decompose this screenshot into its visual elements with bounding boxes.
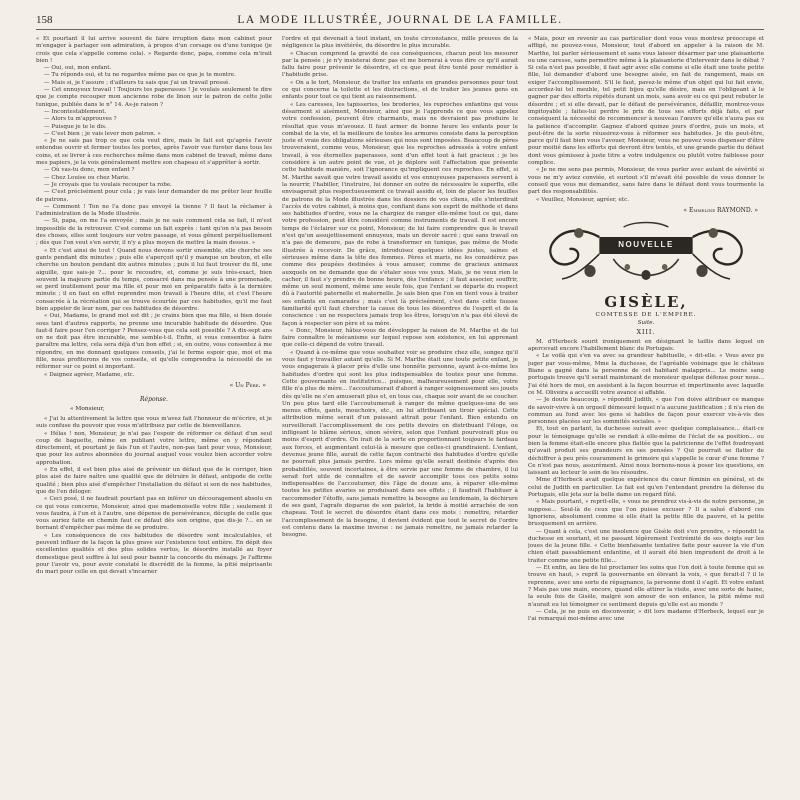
paragraph: « Daignez agréer, Madame, etc. bbox=[44, 371, 135, 378]
paragraph: « Je ne me sens pas permis, Monsieur, de vous parler avec autant de sévérité si vous ne m'y aviez conviée, et surtout s'il m'avait été possible de vous donner le conseil que vous me demandez, sans faire dans le défaut dont vous tourmente la part des responsabilités. bbox=[528, 167, 764, 196]
paragraph: « Ceci posé, il ne faudrait pourtant pas en inférer un découragement absolu en ce qui vous concerne, Monsieur, ainsi que mademoiselle votre fille ; seulement il vous faudra, à l'un et à l'autre, une dépense de persévérance, décuple de celle que vous auriez faite en chemin faut ce défaut dès son origine, que dis-je ?... en se bornant d'empêcher pas même de se produire. bbox=[36, 496, 272, 532]
paragraph: — Chez Louise ou chez Marie. bbox=[44, 174, 130, 181]
paragraph: — Incontestablement. bbox=[44, 108, 107, 115]
reply-title: Réponse. bbox=[140, 395, 168, 403]
paragraph: — Et enfin, au lieu de lui proclamer les soins que l'on doit à toute femme qui se trouve en haut, » reprit la gouvernante en élevant la voix, « que ferait-il ? il le reprenne, avec une sorte de répugnance, la personne dont il s'agit. Et votre enfant ? Mais pas une main, encore, quand elle attirer la visite, avec une sorte de haine, la seule fois de Gisèle, malgré son amour de son enfance, la pitié même nul n'aurait eu lui témoigner ce sentiment depuis qu'elle est au monde ? bbox=[528, 565, 764, 608]
paragraph: « Et pourtant il lui arrive souvent de faire irruption dans mon cabinet pour m'engager à partager son admiration, à propos d'un corsage ou d'une tunique (je crois que cela s'appelle comme cela). » Regarde donc, papa, comme cela m'irait bien ! bbox=[36, 36, 272, 64]
ornament-scroll-icon bbox=[534, 219, 758, 289]
paragraph: « Les caresses, les tapisseries, les broderies, les reproches enfantins qui vous désarment si aisément, Monsieur, ainsi que je l'apprends ce que vous appelez votre confession, peuvent être charmants, mais ne devraient pas produire le résultat que vous m'avouez. Il faut armer de bonne heure les enfants pour le combat de la vie, et la meilleure de toutes les armures consiste dans la perception juste et vraie des obligations sérieuses qui nous sont imposées. Beaucoup de pères trouveraient, comme vous, Monsieur, que les reproches adressés à votre enfant travail, à vos éternelles paperasses, sont d'un effet tout à fait gracieux ; je les considère à un autre point de vue, et je déplore soit l'affectation que présente cette habitude manière, soit l'ignorance qu'impliquent ces reproches. En effet, si M. Marthe savait que votre travail assidu et vos ennuyeuses paperasses servent à la nourrir, l'habiller, l'instruire, lui donner en outre de nécessaire le superflu, elle envisagerait plus respectueusement ce travail assidu et, loin de placer les feuilles de patrons de la Mode illustrée dans les dossiers de vos cliens, elle s'interdirait l'accès de votre cabinet, à moins que, confiant dans son esprit de méthode et dans ses habitudes d'ordre, vous ne la chargiez de ranger elle-même tout ce qui, dans votre profession, peut être considéré comme instruments de travail. Il est encore temps de l'éclairer sur ce point, Monsieur, de lui faire comprendre que le travail n'est qu'un assujettissement ennuyeux, mais un devoir sacré ; que sans travail on n'a pas de demeure, pas de robe à transformer en tunique, pas même de Mode illustrée à recevoir. De grâce, introduisez quelques idées justes, saines et sérieuses même dans la tête des femmes. Pères et maris, ne les considérez pas comme des poupées destinées à vous amuser, comme de gracieux animaux auxquels on ne demande que de s'étaler sous vos yeux. Mais, je ne veux rien le cacher, il faut s'y prendre de bonne heure, dès l'enfance ; il faut associer, souffrir, même un seul moment, même une seule fois, que l'enfant se départe du respect dû à l'autorité paternelle et maternelle. Je sais bien que l'on en tient vous à traiter ses enfants en camarades ; mais c'est là précisément, c'est dans cette fausse familiarité qu'il faut chercher la cause de tous les désordres de l'esprit et de la conscience : un ne respectera jamais trop les êtres, lorsqu'on n'a pas été élevé de façon à respecter son père et sa mère. bbox=[282, 101, 518, 327]
paragraph: — Cet ennuyeux travail ! Toujours tes paperasses ! Je voulais seulement te dire que je compte recouper mon ancienne robe de linon sur le patron de cette jolie tunique, publiée dans le n° 14. As-je raison ? bbox=[36, 87, 272, 108]
paragraph: « Mais pourtant, » reprit-elle, « vous ne prendrez vis-à-vis de notre personne, je suppose... Seul-là de ceux que l'on puisse excuser ? Il a salué d'abord ces Ignoriens, absolument comme si elle était la petite fille du pauvre, et la petite brusquement en arrière. bbox=[528, 499, 764, 528]
paragraph: « Veuillez, Monsieur, agréer, etc. bbox=[536, 196, 629, 203]
paragraph: — Quant à cela, c'est une insolence que Gisèle doit s'en prendre, » répondit la duchesse en souriant, et ne passant légèrement l'extrémité de ses doigts sur les joues de la jeune fille. « Cette bienfaisante tentative faite pour sauver la vie d'un chien était passablement enfantine, et il aurait été bien imprudent de droit à le traiter comme une petite fille... bbox=[528, 528, 764, 564]
paragraph: — Comment ! Ton ne l'a donc pas envoyé la tienne ? Il faut la réclamer à l'administration de la Mode illustrée. bbox=[36, 203, 272, 218]
paragraph: M. d'Herbeck sourit ironiquement en désignant le taillis dans lequel on apercevait encore l'habillement blanc du Portugais. bbox=[528, 338, 764, 353]
paragraph: — Oui, oui, mon enfant. bbox=[44, 65, 112, 72]
paragraph: — Je croyais que tu voulais recouper ta robe. bbox=[44, 181, 172, 188]
paragraph: — C'est précisément pour cela ; je vais leur demander de me prêter leur feuille de patrons. bbox=[36, 189, 272, 203]
paragraph: « Oui, Madame, le grand mot est dit ; je crains bien que ma fille, si bien douée sous tant d'autres rapports, ne prenne une incurable habitude de désordre. Que faut-il faire pour l'en corriger ? Pensez-vous que cela soit possible ? A dix-sept ans on ne doit pas être incurable, me semble-t-il. Enfin, si vous consentez à faire paraître ma lettre, cela sera déjà d'un bon effet ; si, en outre, vous consentez à me répondre, en me donnant quelques conseils, j'ai le ferme espoir que, moi et ma fille, nous profiterons de vos conseils, et qu'elle comprendra la nécessité de se réformer sur ce point si important. bbox=[36, 313, 272, 371]
salutation: « Monsieur, bbox=[70, 405, 105, 412]
paragraph: « Les conséquences de ces habitudes de désordre sont incalculables, et peuvent influer de la façon la plus grave sur l'existence tout entière. En dépit des excellentes qualités et des plus solides vertus, le désordre installé au foyer domestique peut suffire à lui seul pour bannir la concorde du ménage. Je l'affirme pour l'avoir vu, pour avoir constaté le discrédit de la femme, la pitié méprisante du mari pour celle en qui devait s'incarner bbox=[36, 532, 272, 576]
ornament-label: NOUVELLE bbox=[618, 239, 674, 249]
paragraph: Mme d'Herbeck avait quelque expérience du cœur féminin en général, et de celui de Judith en particulier. Le fait est qu'en l'entendant prendre la défense du Portugais, elle jeta sur la belle dame un regard fûté. bbox=[528, 477, 764, 499]
story-note: Suite. bbox=[637, 319, 655, 326]
paragraph: — Je doute beaucoup, » répondit Judith, « que l'on doive attribuer ce manque de savoir-vivre à un orgueil démesuré lequel n'a aucune justification ; il n'a rien de commun au fond avec les gens si habiles de façon pour exercer vis-à-vis des personnes placées sur les sommités sociales. » bbox=[528, 397, 764, 426]
paragraph: « Mais, pour en revenir au cas particulier dont vous vous montrez préoccupé et affligé, ne pouvez-vous, Monsieur, tout d'abord en appeler à la raison de M. Marthe, lui parler sérieusement et sans vous laisser désarmer par une plaisanterie ou une caresse, sans permettre même à la plaisanterie d'intervenir dans le débat ? Si cela n'est pas possible, il faut agir avec elle comme si elle était une toute petite fille, lui demander d'abord une besogne aisée, en fait de rangement, mais en exiger l'accomplissement. S'il le faut, pavez-le même d'un objet qui lui fait envie, accordez-lui tel meuble, tel petit bijou qu'elle désire, mais en l'obligeant à le gagner par des efforts répétés durant un mois, sans avoir eu ce qui peut rebuter le désordre ; et si elle devait, par le défaut de persévérance, défaillir, montrez-vous impitoyable ; faites-lui perdre le prix de tous ses efforts déjà faits, et par conséquent la nécessité de recommencer à nouveau l'œuvre qu'elle n'aura pas eu la patience d'accomplir. Gagnez d'abord quinze jours d'ordre, puis un mois, et peut-être de la sorte réussirez-vous à réformer ses habitudes. Je dis peut-être, parce qu'il faut bien vous l'avouer, Monsieur, vous ne pouvez vous dispenser d'être pour moitié dans les efforts qui devront être tentés, et une grande partie du défaut dont vous gémissez à juste titre a votre indulgence ou plutôt votre faiblesse pour complice. bbox=[528, 36, 764, 167]
paragraph: — Tu réponds oui, et tu ne regardes même pas ce que je te montre. bbox=[44, 72, 236, 79]
paragraph: — C'est bien ; je vais lever mon patron. » bbox=[44, 130, 161, 137]
nouvelle-ornament bbox=[534, 219, 758, 289]
paragraph: « En effet, il est bien plus aisé de prévenir un défaut que de le corriger, bien plus aisé de faire naître une qualité que de détruire le défaut, antipode de cette qualité ; bien plus aisé d'empêcher l'installation du défaut si son de nos habitudes, que de l'en déloger. bbox=[36, 467, 272, 495]
paragraph: — Si, papa, on me l'a envoyée ; mais je ne sais comment cela se fait, il m'est impossible de la retrouver. C'est comme un fait exprès : tant qu'on n'a pas besoin des choses, elles sont toujours sur votre passage, et vous gênent perpétuellement ; dès que l'on veut s'en servir, il n'y a plus moyen de mettre la main dessus. » bbox=[36, 218, 272, 247]
paragraph: « Donc, Monsieur, hâtez-vous de développer la raison de M. Marthe et de lui faire connaître le mécanisme sur lequel repose son existence, en lui apprenant que celle-ci dépend de votre travail. bbox=[282, 327, 518, 349]
article-columns bbox=[36, 36, 764, 800]
paragraph: « Le voilà qui s'en va avec sa grandeur habituelle, » dit-elle. « Vous avez pu juger par vous-même, Mme la duchesse, de l'agréable voisinage que le château Biane a gagné dans la personne de cet habitant malappris... Le moins sang portugais trouve qu'il serait maintenant de monsieur quelque défense pour nous... J'ai été hors de moi, en assistant à la façon bourrue et impertinente avec laquelle ce M. Oliveira a accueilli votre avance si affable. bbox=[528, 353, 764, 396]
story-subtitle: COMTESSE DE L'EMPIRE. bbox=[595, 311, 697, 318]
paragraph: Et, tout en parlant, la duchesse suivait avec quelque complaisance... était-ce pour le témoignage qu'elle se rendait à elle-même de l'éclat de sa position... ou bien la femme était-elle encore plus flattée que la patricienne de l'effet foudroyant qu'avait produit ses grandeurs en ses pensées ? Qui pourrait se flatter de déchiffrer à peu près couramment le grimoire qui s'appelle le cœur d'une femme ? Ce n'est pas nous, assurément. Ainsi nous bornons-nous à poser les questions, en laissant au lecteur le soin de les résoudre. bbox=[528, 426, 764, 477]
paragraph: — Puisque je te le dis. bbox=[44, 123, 107, 130]
column-middle bbox=[282, 36, 518, 800]
paragraph: — Alors tu m'approuves ? bbox=[44, 116, 117, 123]
paragraph: « Et c'est ainsi de tout ! Quand nous devons sortir ensemble, elle cherche ses gants pendant dix minutes ; puis elle s'aperçoit qu'il y manque un bouton, et elle cherche un bouton pendant dix autres minutes ; puis il lui faut trouver du fil, une aiguille, que sais-je ?... pour le recoudre, et, comme je suis très-exact, bien souvent la majeure partie du temps, consacré dans ma pensée à une promenade, se perd inutilement pour ma fille et pour moi en préparatifs faits à la dernière minute ; il en faut en effet reprendre mon travail à l'heure dite, et c'est l'heure consacrée à la récréation qui se trouve écourtée par ces habitudes, qu'il me faut bien appeler de leur nom, par ces habitudes de désordre. bbox=[36, 247, 272, 312]
paragraph: « J'ai lu attentivement la lettre que vous m'avez fait l'honneur de m'écrire, et je suis confuse du pouvoir que vous m'attribuez par cette de bienveillance. bbox=[36, 415, 272, 430]
column-right bbox=[528, 36, 764, 800]
paragraph: — Cela, je ne puis en disconvenir, » dit lors madame d'Herbeck, lequel sur je l'ai remarqué moi-même avec une bbox=[528, 608, 764, 623]
page-number: 158 bbox=[36, 14, 53, 26]
letter-signature: « Un Père. » bbox=[229, 381, 266, 389]
paragraph: — Mais si, je t'assure ; d'ailleurs tu sais que j'ai un travail pressé. bbox=[44, 79, 231, 86]
author-signature: « Emmeline RAYMOND. » bbox=[683, 206, 758, 214]
running-title: LA MODE ILLUSTRÉE, JOURNAL DE LA FAMILLE. bbox=[237, 14, 563, 26]
column-left bbox=[36, 36, 272, 800]
paragraph: « Quand à ce-même que vous souhaitez voir se produire chez elle, songez qu'il vous faut y travailler autant qu'elle. Si M. Marthe était une toute petite enfant, je vous engagerais à placer près d'elle une honnête personne, ayant à-ce-même les habitudes d'ordre qui sont les plus indispensables de toutes pour une femme. Cette gouvernante en institutrice... puisque, malheureusement pour elle, votre fille n'a plus de mère... l'accoutumerait d'abord à ranger soigneusement ses jouets dès qu'elle ne s'en amuserait plus et, en tous cas, chaque soir avant de se coucher. Un peu plus tard elle l'accoutumerait à ranger de même quelques-uns de ses menus effets, gants, mouchoirs, etc., en lui attribuant un tiroir spécial. Cette attribution même serait d'un puissant attrait pour l'enfant. Bien entendu on surveillerait l'accomplissement de ces petits devoirs en distribuant l'éloge, ou infligeant le blâme sérieux, sinon sévère, selon que l'enfant pourvoirait plus ou moins d'esprit d'ordre. On irait de la sorte en proportionnant toujours le fardeau aux forces, et augmentant celui-là à mesure que celles-ci grandiraient. L'enfant, devenue jeune fille, aurait de cette façon contracté des habitudes d'ordre qu'elle ne pourrait plus jamais perdre. Lors même qu'elle serait destinée d'après des probabilités, souvent incertaines, à être servie par une femme de chambre, il lui serait fort utile de connaître et de savoir accomplir tous ces petits soins indispensables de l'accoutumer, dès l'âge de douze ans, à réparer elle-même toutes les petites avaries se produisant dans ses effets ; il faudrait l'habituer à raccommoder l'étoffe, sans jamais remettre la besogne au lendemain, la déchirure de ses gant, l'agrafe disparue de son paletot, la bride à moitié arrachée de son chapeau. Tout le secret du désordre étant dans ces mots : remettre, retarder l'accomplissement de la besogne, il devient évident que tout le secret de l'ordre est contenu dans la maxime inverse : ne jamais remettre, ne jamais retarder la besogne. bbox=[282, 349, 518, 539]
story-title: GISÈLE, bbox=[604, 292, 688, 311]
paragraph: — Où vas-tu donc, mon enfant ? bbox=[44, 167, 135, 174]
page-header bbox=[36, 14, 764, 30]
chapter-number: XIII. bbox=[636, 328, 656, 336]
paragraph: « Chacun comprend la gravité de ces conséquences, chacun peut les mesurer par la pensée ; je n'y insisterai donc pas et me bornerai à vous dire ce qu'il aurait fallu faire pour prévenir le désordre, et ce que peut être tenté pour remédier à l'habitude prise. bbox=[282, 50, 518, 79]
paragraph: « Hélas ! non, Monsieur, je n'ai pas l'espoir de réformer ce défaut d'un seul coup de baguette, même en publiant votre lettre, même en y répondant directement, et pourtant je fais l'un et l'autre, non-pas tant pour vous, Monsieur, que pour les autres abonnées du journal auquel vous voulez bien accorder votre approbation. bbox=[36, 430, 272, 466]
paragraph: « Je ne sais pas trop ce que cela veut dire, mais le fait est qu'après l'avoir entendue ouvrir et fermer toutes les portes, après l'avoir vue fureter dans tous les coins, et se livrer à ces recherches même dans mon cabinet de travail, même dans mes papiers, je la vois généralement mettre son chapeau et s'apprêter à sortir. bbox=[36, 138, 272, 167]
paragraph: « On a le tort, Monsieur, de traiter les enfants en grandes personnes pour tout ce qui concerne la toilette et les distractions, et de traiter les jeunes gens en enfants pour tout ce qui tient au raisonnement. bbox=[282, 79, 518, 101]
paragraph: l'ordre et qui devenait à tout instant, en toute circonstance, mille preuves de la négligence la plus invétérée, du désordre le plus incurable. bbox=[282, 36, 518, 50]
